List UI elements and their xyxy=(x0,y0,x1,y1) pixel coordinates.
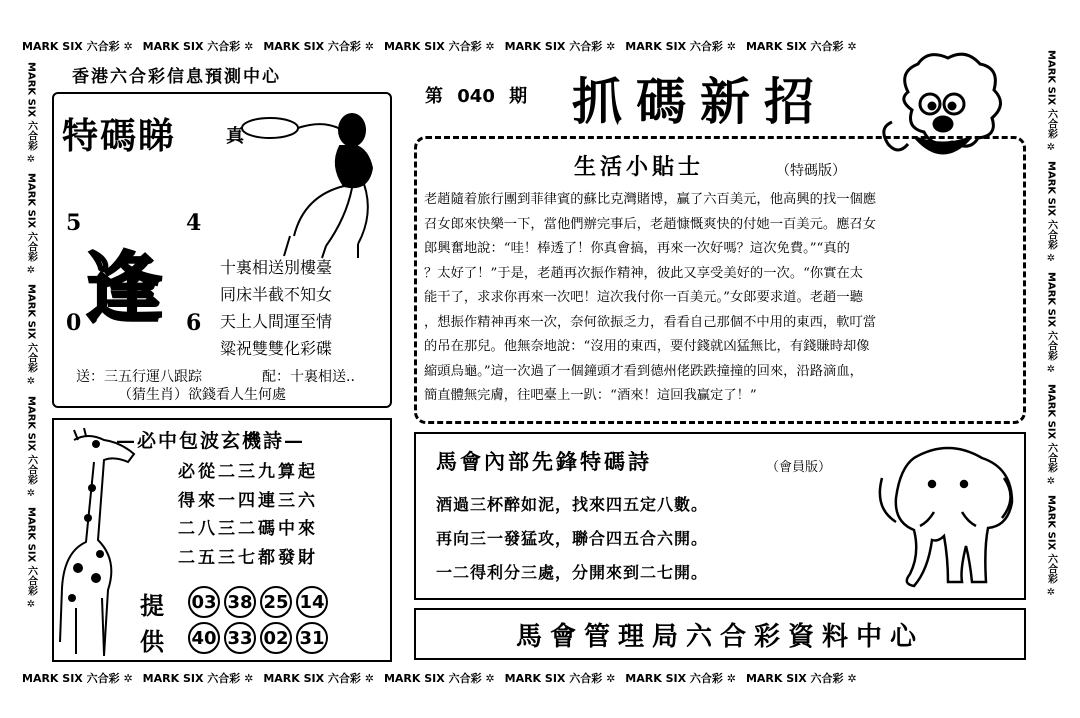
marksix-unit: MARK SIX 六合彩 ✲ xyxy=(383,40,495,53)
special-num-tr: 4 xyxy=(186,210,202,236)
tips-line: 召女郎來快樂一下，當他們辦完事后，老趙慷慨爽快的付她一百美元。應召女 xyxy=(424,216,877,232)
tips-line: 老趙隨着旅行團到菲律賓的蘇比克灣賭博，贏了六百美元，他高興的找一個應 xyxy=(424,192,877,207)
special-big-char: 逢 xyxy=(86,244,162,333)
poem-box-lines xyxy=(178,458,318,572)
tips-line: ，想振作精神再來一次，奈何欲振乏力，看看自己那個不中用的東西，軟叮當 xyxy=(424,314,877,330)
pioneer-lines xyxy=(436,488,708,590)
marksix-unit: MARK SIX 六合彩 ✲ xyxy=(745,40,857,53)
guess-line: （猜生肖）欲錢看人生何處 xyxy=(118,387,286,403)
marksix-unit: MARK SIX 六合彩 ✲ xyxy=(263,672,374,685)
poem-line: 得來一四連三六 xyxy=(178,490,318,511)
elephant-icon xyxy=(874,438,1022,596)
marksix-unit: MARK SIX 六合彩 ✲ xyxy=(22,672,133,685)
tips-edition: （特碼版） xyxy=(776,163,846,179)
special-poem-line: 粱祝雙雙化彩碟 xyxy=(220,339,333,358)
tips-title: 生活小貼士 xyxy=(574,154,705,180)
special-poem-line: 天上人間運至情 xyxy=(220,312,333,331)
marksix-unit: MARK SIX 六合彩 ✲ xyxy=(745,672,857,685)
number-ball: 40 xyxy=(188,622,220,654)
left-marksix-strip xyxy=(20,62,42,662)
right-marksix-strip xyxy=(1040,50,1062,690)
pioneer-title: 馬會內部先鋒特碼詩 xyxy=(436,449,652,474)
number-ball: 25 xyxy=(260,586,292,618)
issue-label xyxy=(425,82,527,108)
whip-illustration-icon xyxy=(240,100,390,260)
tips-line: 的吊在那兒。他無奈地說：“沒用的東西，要付錢就凶猛無比，有錢賺時却像 xyxy=(424,339,870,354)
poem-line: 二五三七都發財 xyxy=(178,547,318,568)
marksix-unit: MARK SIX 六合彩 ✲ xyxy=(1045,50,1057,154)
special-poem-line: 同床半截不知女 xyxy=(220,285,333,304)
number-ball: 33 xyxy=(224,622,256,654)
marksix-unit: MARK SIX 六合彩 ✲ xyxy=(25,173,37,277)
marksix-unit: MARK SIX 六合彩 ✲ xyxy=(25,506,37,611)
special-poem xyxy=(220,254,332,362)
tips-story xyxy=(424,188,1018,409)
issue-suffix: 期 xyxy=(509,86,528,107)
marksix-unit: MARK SIX 六合彩 ✲ xyxy=(625,672,736,685)
marksix-unit: MARK SIX 六合彩 ✲ xyxy=(1045,383,1057,487)
special-box-subtitle: 真 xyxy=(226,126,244,147)
marksix-unit: MARK SIX 六合彩 ✲ xyxy=(263,40,374,53)
poem-line: 二八三二碼中來 xyxy=(178,519,318,539)
marksix-unit: MARK SIX 六合彩 ✲ xyxy=(504,672,616,685)
marksix-unit: MARK SIX 六合彩 ✲ xyxy=(383,672,495,685)
special-num-bl: 0 xyxy=(66,310,82,336)
marksix-unit: MARK SIX 六合彩 ✲ xyxy=(142,672,254,685)
pioneer-edition: （會員版） xyxy=(766,460,832,475)
tips-line: 簡直體無完膚，往吧臺上一趴：“酒來！這回我贏定了！” xyxy=(424,388,757,403)
special-num-br: 6 xyxy=(186,310,202,336)
number-ball: 03 xyxy=(188,586,220,618)
tips-line: 縮頭烏龜。”這一次過了一個鐘頭才看到德州佬跌跌撞撞的回來，沿路滴血， xyxy=(424,363,863,379)
match-label: 配：十裏相送.. xyxy=(262,369,355,385)
marksix-unit: MARK SIX 六合彩 ✲ xyxy=(22,40,133,53)
special-num-tl: 5 xyxy=(66,210,82,236)
tips-line: 郎興奮地說：“哇！棒透了！你真會搞，再來一次好嗎？這次免費。”“真的 xyxy=(424,241,850,256)
special-poem-line: 十裏相送別樓臺 xyxy=(220,258,333,277)
marksix-unit: MARK SIX 六合彩 ✲ xyxy=(504,40,616,53)
number-ball: 02 xyxy=(260,622,292,654)
main-title: 抓碼新招 xyxy=(572,72,828,131)
issue-prefix: 第 xyxy=(425,86,443,107)
poem-line: 必從二三九算起 xyxy=(178,462,318,482)
number-ball: 14 xyxy=(296,586,328,618)
footer-text: 馬會管理局六合彩資料中心 xyxy=(515,622,924,652)
pioneer-line: 一二得利分三處，分開來到二七開。 xyxy=(436,563,709,582)
marksix-unit: MARK SIX 六合彩 ✲ xyxy=(1045,161,1057,265)
send-label: 送：三五行運八跟踪 xyxy=(76,369,202,385)
tips-line: 能干了，求求你再來一次吧！這次我付你一百美元。”女郎要求道。老趙一聽 xyxy=(424,290,863,305)
provide-label-bottom: 供 xyxy=(140,627,164,656)
special-box-title: 特碼睇 xyxy=(62,115,177,157)
pioneer-line: 再向三一發猛攻，聯合四五合六開。 xyxy=(436,529,709,548)
marksix-unit: MARK SIX 六合彩 ✲ xyxy=(625,40,736,53)
numbers-row-2 xyxy=(188,622,332,654)
bottom-marksix-strip xyxy=(22,668,1032,688)
poem-box-title: —必中包波玄機詩— xyxy=(116,430,306,452)
marksix-unit: MARK SIX 六合彩 ✲ xyxy=(25,284,37,388)
marksix-unit: MARK SIX 六合彩 ✲ xyxy=(25,62,37,166)
giraffe-icon xyxy=(56,428,136,658)
tips-line: ？太好了！”于是，老趙再次振作精神，彼此又享受美好的一次。“你實在太 xyxy=(424,265,864,281)
number-ball: 38 xyxy=(224,586,256,618)
marksix-unit: MARK SIX 六合彩 ✲ xyxy=(142,40,254,53)
center-name: 香港六合彩信息預測中心 xyxy=(72,67,281,87)
marksix-unit: MARK SIX 六合彩 ✲ xyxy=(25,395,37,499)
issue-number: 040 xyxy=(457,86,495,107)
marksix-unit: MARK SIX 六合彩 ✲ xyxy=(1045,494,1057,599)
numbers-row-1 xyxy=(188,586,332,618)
pioneer-line: 酒過三杯醉如泥，找來四五定八數。 xyxy=(436,495,709,514)
marksix-unit: MARK SIX 六合彩 ✲ xyxy=(1045,272,1057,376)
number-ball: 31 xyxy=(296,622,328,654)
provide-label-top: 提 xyxy=(140,591,164,620)
